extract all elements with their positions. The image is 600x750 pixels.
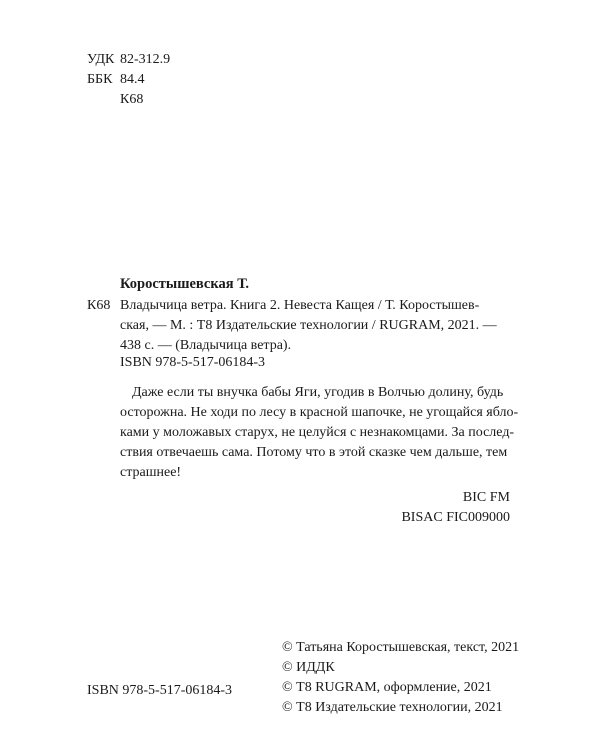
- annotation-line: ками у моложавых старух, не целуйся с незнакомцами. За послед-: [120, 425, 515, 440]
- entry-isbn: ISBN 978-5-517-06184-3: [120, 355, 266, 370]
- classification-block: [87, 50, 170, 110]
- entry-line: 438 с. — (Владычица ветра).: [120, 338, 292, 353]
- annotation-line: ствия отвечаешь сама. Потому что в этой сказке чем дальше, тем: [120, 445, 508, 460]
- subject-codes: [401, 488, 510, 528]
- copyright-line: © Т8 RUGRAM, оформление, 2021: [282, 680, 492, 695]
- entry-author: Коростышевская Т.: [120, 276, 250, 292]
- bbk-value: 84.4: [120, 72, 145, 87]
- entry-line: Владычица ветра. Книга 2. Невеста Кащея / Т. Коростышев-: [120, 298, 480, 313]
- bic-code: BIC FM: [462, 490, 510, 505]
- bottom-isbn: ISBN 978-5-517-06184-3: [87, 683, 233, 698]
- author-sign: К68: [120, 92, 144, 107]
- annotation-line: страшнее!: [120, 465, 182, 480]
- udk-row: [87, 50, 170, 70]
- copyright-line: © ИДДК: [282, 660, 335, 675]
- udk-value: 82-312.9: [120, 52, 171, 67]
- annotation: [120, 383, 525, 483]
- copyright-block: [282, 638, 519, 718]
- entry-line: ская, — М. : Т8 Издательские технологии / RUGRAM, 2021. —: [120, 318, 497, 333]
- bisac-code: BISAC FIC009000: [401, 510, 510, 525]
- annotation-line: Даже если ты внучка бабы Яги, угодив в Волчью долину, будь: [132, 385, 504, 400]
- copyright-line: © Татьяна Коростышевская, текст, 2021: [282, 640, 520, 655]
- copyright-line: © Т8 Издательские технологии, 2021: [282, 700, 503, 715]
- bbk-label: ББК: [87, 72, 113, 87]
- bbk-row: [87, 70, 170, 90]
- entry-code: К68: [87, 298, 111, 313]
- entry-body: [120, 296, 522, 356]
- annotation-line: осторожна. Не ходи по лесу в красной шапочке, не угощайся ябло-: [120, 405, 519, 420]
- udk-label: УДК: [87, 52, 115, 67]
